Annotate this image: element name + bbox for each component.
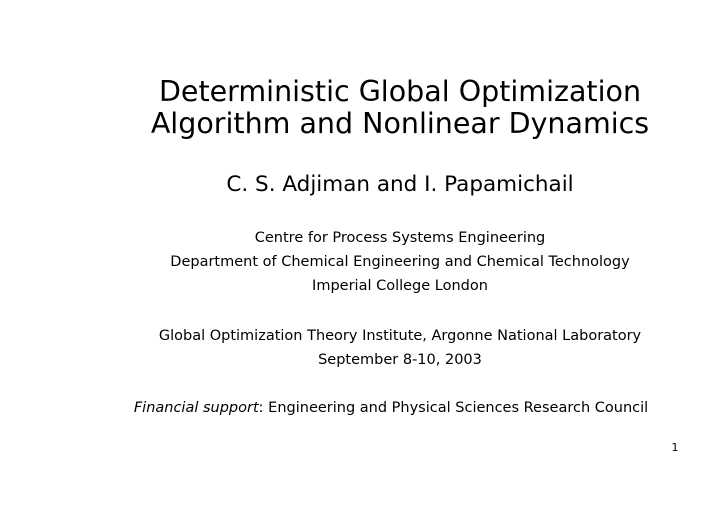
financial-support-text: Engineering and Physical Sciences Research Council [268, 400, 649, 416]
financial-support-label: Financial support [133, 400, 259, 416]
conference-line-1: Global Optimization Theory Institute, Argonne National Laboratory [158, 328, 642, 344]
title-line-1: Deterministic Global Optimization [158, 75, 642, 108]
affiliation-line-2: Department of Chemical Engineering and Chemical Technology [170, 254, 630, 270]
title-line-2: Algorithm and Nonlinear Dynamics [150, 107, 650, 140]
financial-support-line [0, 397, 720, 419]
page-number: 1 [671, 441, 679, 454]
financial-support-separator: : [258, 400, 269, 416]
slide-title [0, 76, 720, 140]
affiliation-line-1: Centre for Process Systems Engineering [254, 230, 546, 246]
conference-date: September 8-10, 2003 [318, 352, 482, 368]
affiliation-line-3: Imperial College London [312, 278, 488, 294]
authors: C. S. Adjiman and I. Papamichail [226, 172, 574, 197]
